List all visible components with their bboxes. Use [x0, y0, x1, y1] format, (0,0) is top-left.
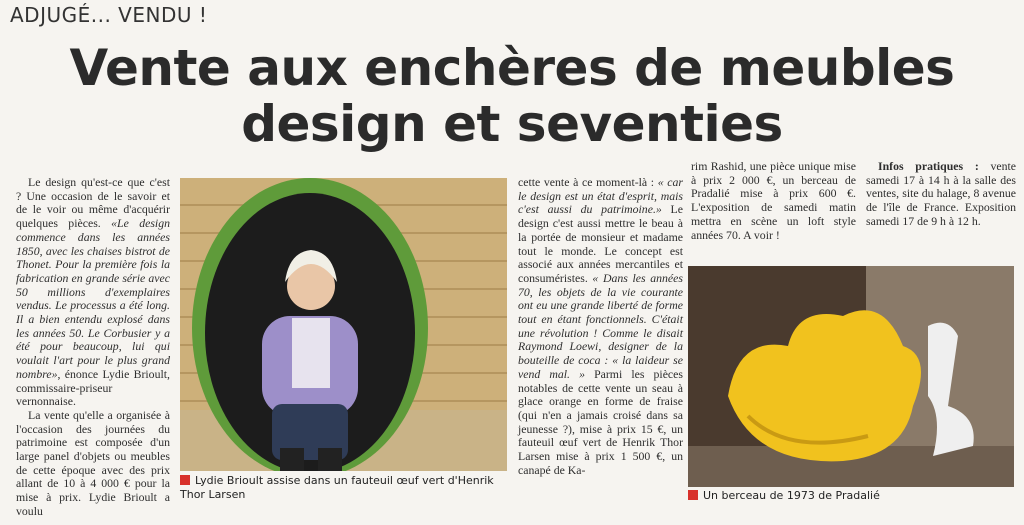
caption-marker	[688, 490, 698, 500]
practical-info-label: Infos pratiques :	[878, 159, 979, 173]
quote-span: « car le design est un état d'esprit, mais c'est aussi du patrimoine.»	[518, 175, 683, 217]
egg-chair-illustration	[180, 178, 507, 471]
caption-text: Lydie Brioult assise dans un fauteuil œuf vert d'Henrik Thor Larsen	[180, 474, 494, 501]
headline	[0, 40, 1024, 152]
paragraph-1	[16, 176, 170, 409]
caption-marker	[180, 475, 190, 485]
photo-caption-1	[180, 474, 507, 502]
text-span: Parmi les pièces notables de cette vente un seau à glace orange en forme de fraise (qui n'en a jamais croisé dans sa jeunesse ?), mise à prix 15 €, un fauteuil œuf vert de Henrik Thor Larsen mise à prix 1 500 €, un canapé de Ka-	[518, 366, 683, 477]
article-column-3	[518, 176, 683, 477]
text-span: vente samedi 17 à 14 h à la salle des ventes, site du halage, 8 avenue de l'île de France. Exposition samedi 17 de 9 h à 12 h.	[866, 159, 1016, 228]
text-span: Le design qu'est-ce que c'est ? Une occasion de le savoir et de le voir ou même d'acquérir quelques pièces.	[16, 175, 170, 231]
quote-span: «Le design commence dans les années 1850, avec les chaises bistrot de Thonet. Pour la première fois la fabrication en grande série avec 50 millions d'exemplaires vendus. Le processus a été long. Il a bien entendu explosé dans les années 50. Le Corbusier y a été pour beaucoup, lui qui voulait l'art pour le plus grand nombre»	[16, 216, 170, 381]
text-span: , énonce Lydie Brioult, commissaire-priseur vernonnaise.	[16, 366, 170, 409]
article-column-1	[16, 176, 170, 519]
paragraph-3	[518, 176, 683, 477]
practical-info	[866, 160, 1016, 229]
practical-info-paragraph	[866, 160, 1016, 229]
article-column-4	[691, 160, 856, 242]
quote-span: « Dans les années 70, les objets de la vie courante ont eu une grande liberté de forme tout en étant fonctionnels. C'était une révolution ! Comme le disait Raymond Loewi, designer de la bouteille de coca : « la laideur se vend mal. »	[518, 270, 683, 381]
photo-cradle	[688, 266, 1014, 487]
kicker: ADJUGÉ... VENDU !	[10, 3, 208, 27]
text-span: cette vente à ce moment-là :	[518, 175, 658, 189]
text-span: Le design c'est aussi mettre le beau à la portée de monsieur et madame tout le monde. Le concept est associé aux années mercantiles et consuméristes.	[518, 202, 683, 285]
cradle-illustration	[688, 266, 1014, 487]
paragraph-2: La vente qu'elle a organisée à l'occasion des journées du patrimoine est composée d'un large panel d'objets ou meubles de cette époque avec des prix allant de 10 à 4 000 € pour la mise à prix. Lydie Brioult a voulu	[16, 407, 170, 518]
photo-caption-2	[688, 489, 1014, 503]
headline-line-2: design et seventies	[241, 95, 783, 153]
caption-text: Un berceau de 1973 de Pradalié	[703, 489, 880, 502]
photo-egg-chair	[180, 178, 507, 471]
paragraph-4: rim Rashid, une pièce unique mise à prix 2 000 €, un berceau de Pradalié mise à prix 600 €. L'exposition de samedi matin mettra en scène un loft style années 70. A voir !	[691, 159, 856, 242]
headline-line-1: Vente aux enchères de meubles	[69, 39, 955, 97]
